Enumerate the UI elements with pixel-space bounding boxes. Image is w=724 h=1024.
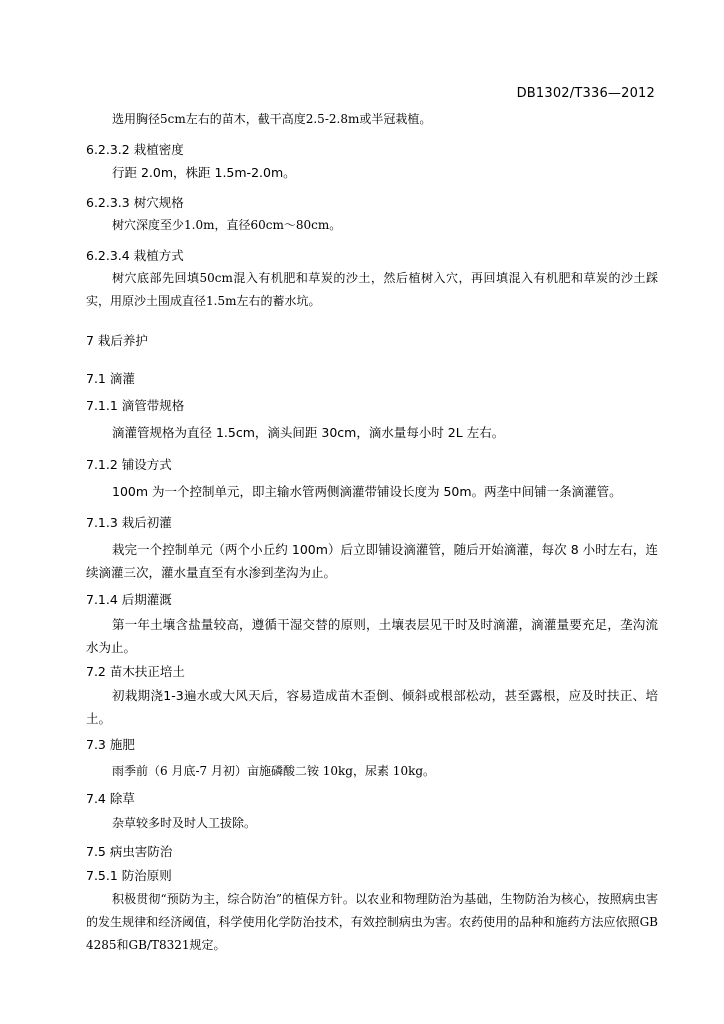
heading-6-2-3-4: 6.2.3.4 栽植方式 [86,248,184,263]
paragraph-6-2-3-3: 树穴深度至少1.0m，直径60cm～80cm。 [112,218,342,232]
paragraph-7-2: 初栽期浇1-3遍水或大风天后，容易造成苗木歪倒、倾斜或根部松动，甚至露根，应及时扶正、培土。 [86,688,658,726]
heading-7: 7 栽后养护 [86,333,148,348]
paragraph-7-4: 杂草较多时及时人工拔除。 [112,816,257,830]
heading-7-1-1: 7.1.1 滴管带规格 [86,398,185,413]
heading-7-5: 7.5 病虫害防治 [86,844,173,859]
paragraph-7-1-4: 第一年土壤含盐量较高，遵循干湿交替的原则，土壤表层见干时及时滴灌，滴灌量要充足，垄沟流水为止。 [86,617,658,655]
paragraph-7-1-3: 栽完一个控制单元（两个小丘约 100m）后立即铺设滴灌管，随后开始滴灌，每次 8 小时左右，连续滴灌三次，灌水量直至有水渗到垄沟为止。 [86,542,658,580]
intro-paragraph: 选用胸径5cm左右的苗木，截干高度2.5-2.8m或半冠栽植。 [112,112,432,126]
heading-7-1-4: 7.1.4 后期灌溉 [86,592,172,607]
paragraph-7-5-1: 积极贯彻“预防为主，综合防治”的植保方针。以农业和物理防治为基础，生物防治为核心，按照病虫害的发生规律和经济阈值，科学使用化学防治技术，有效控制病虫为害。农药使用的品种和施药方法应依照GB4285和GB/T8321规定。 [86,892,658,952]
paragraph-7-3: 雨季前（6 月底-7 月初）亩施磷酸二铵 10kg，尿素 10kg。 [112,764,436,778]
heading-7-2: 7.2 苗木扶正培土 [86,664,185,679]
heading-6-2-3-2: 6.2.3.2 栽植密度 [86,142,184,157]
heading-7-1-2: 7.1.2 铺设方式 [86,457,172,472]
heading-7-3: 7.3 施肥 [86,737,135,752]
heading-7-1-3: 7.1.3 栽后初灌 [86,515,172,530]
paragraph-7-1-2: 100m 为一个控制单元，即主输水管两侧滴灌带铺设长度为 50m。两垄中间铺一条滴灌管。 [112,484,622,499]
paragraph-6-2-3-2: 行距 2.0m，株距 1.5m-2.0m。 [112,165,296,180]
heading-7-5-1: 7.5.1 防治原则 [86,868,172,883]
document-number: DB1302/T336—2012 [516,86,655,101]
heading-7-1: 7.1 滴灌 [86,371,135,386]
paragraph-7-1-1: 滴灌管规格为直径 1.5cm，滴头间距 30cm，滴水量每小时 2L 左右。 [112,425,505,440]
heading-6-2-3-3: 6.2.3.3 树穴规格 [86,195,184,210]
heading-7-4: 7.4 除草 [86,791,135,806]
paragraph-6-2-3-4: 树穴底部先回填50cm混入有机肥和草炭的沙土，然后植树入穴，再回填混入有机肥和草炭的沙土踩实，用原沙土围成直径1.5m左右的蓄水坑。 [86,271,658,308]
